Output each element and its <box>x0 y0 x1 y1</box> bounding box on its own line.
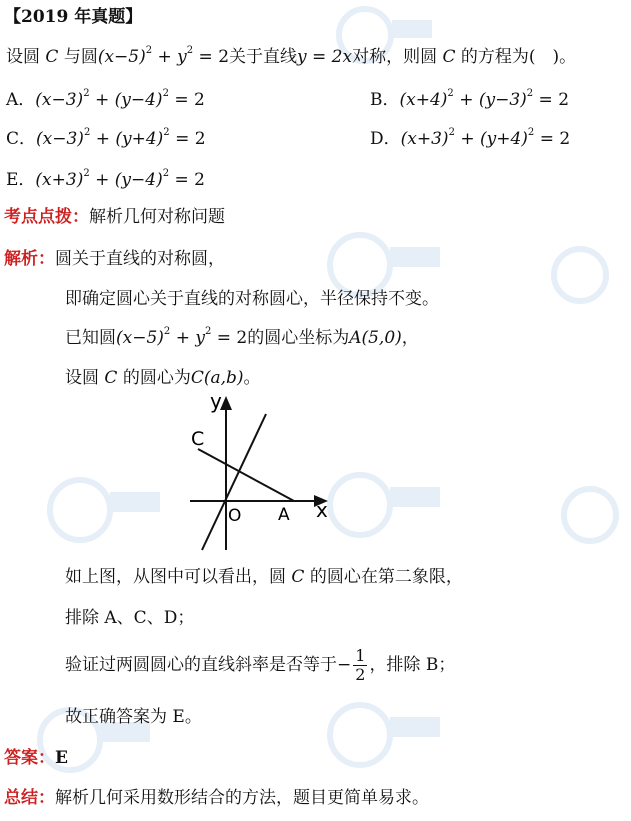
jiexi-line3-c: ， <box>401 328 419 348</box>
after-line2: 排除 A、C、D； <box>65 608 195 628</box>
answer-label: 答案： <box>4 748 55 768</box>
question-mid2: 关于直线 <box>229 47 298 67</box>
jiexi-line4-end: 。 <box>243 368 261 388</box>
option-b <box>370 88 570 110</box>
question-text: 设圆 C 与圆$(x-5)^2 + y^2 = 2$关于直线y = 2x对称，则圆 C 的方程为( )。 <box>6 45 577 67</box>
option-c <box>6 127 206 149</box>
option-a-y: + (y−4) <box>89 90 163 110</box>
question-equation-rhs: = 2 <box>193 47 230 67</box>
question-mid: 与圆 <box>58 47 98 67</box>
option-a <box>6 88 205 110</box>
question-tail: 的方程为( )。 <box>455 47 577 67</box>
watermark-logo <box>320 695 450 780</box>
option-b-label: B． <box>370 90 400 110</box>
fraction-one-half <box>353 647 367 683</box>
exponent: 2 <box>447 88 454 99</box>
option-e-rhs: = 2 <box>169 170 205 190</box>
label-c: C <box>191 428 205 450</box>
after-line1-b: 的圆心在第二象限， <box>304 567 463 587</box>
option-a-x: (x−3) <box>35 90 84 110</box>
exponent: 2 <box>527 127 535 138</box>
circle-c: C <box>45 47 59 67</box>
label-o: O <box>228 506 242 526</box>
option-c-y: + (y+4) <box>90 129 164 149</box>
option-e <box>6 168 205 190</box>
label-x: x <box>316 498 328 522</box>
circle-c: C <box>442 47 456 67</box>
option-e-x: (x+3) <box>35 170 84 190</box>
jiexi-line4 <box>65 370 261 387</box>
exponent: 2 <box>163 127 170 138</box>
jiexi-line3-b: 的圆心坐标为 <box>247 328 350 348</box>
circle-c: C <box>104 368 118 388</box>
option-d-rhs: = 2 <box>534 129 571 149</box>
summary-text: 解析几何采用数形结合的方法，题目更简单易求。 <box>55 788 429 808</box>
coordinate-diagram <box>180 392 340 557</box>
jiexi-line3-rhs: = 2 <box>211 328 248 348</box>
option-b-y: + (y−3) <box>453 90 527 110</box>
answer-value: E <box>55 748 68 768</box>
question-equation: (x−5) <box>97 47 146 67</box>
option-c-label: C． <box>6 129 37 149</box>
label-y: y <box>210 392 222 413</box>
kaodian-row <box>4 209 225 226</box>
after-line1 <box>65 569 463 586</box>
option-d-x: (x+3) <box>400 129 449 149</box>
exponent: 2 <box>162 168 170 179</box>
point-c: C(a,b) <box>190 368 244 388</box>
watermark-logo <box>555 480 625 555</box>
jiexi-line1: 圆关于直线的对称圆， <box>55 249 225 269</box>
option-a-label: A． <box>6 90 36 110</box>
after-line4: 故正确答案为 E。 <box>65 707 202 727</box>
question-mid3: 对称，则圆 <box>352 47 443 67</box>
kaodian-label: 考点点拨： <box>4 207 89 227</box>
option-a-rhs: = 2 <box>168 90 205 110</box>
point-a: A(5,0) <box>349 328 402 348</box>
option-d <box>370 127 571 149</box>
after-line3-a: 验证过两圆圆心的直线斜率是否等于− <box>65 654 352 675</box>
jiexi-label: 解析： <box>4 249 55 269</box>
jiexi-row <box>4 251 225 268</box>
option-b-x: (x+4) <box>399 90 448 110</box>
jiexi-line3: 已知圆$(x-5)^2 + y^2 = 2$的圆心坐标为A(5,0)， <box>65 326 419 348</box>
exponent: 2 <box>448 127 455 138</box>
fraction-numerator: 1 <box>355 646 366 665</box>
section-title: 【2019 年真题】 <box>4 7 143 27</box>
watermark-logo <box>40 470 170 555</box>
after-line3-b: ，排除 B； <box>369 654 456 675</box>
option-e-y: + (y−4) <box>89 170 163 190</box>
exponent: 2 <box>83 168 90 179</box>
line-equation: y = 2x <box>297 47 353 67</box>
answer-row <box>4 750 68 767</box>
jiexi-line3-y: + y <box>170 328 205 348</box>
exponent: 2 <box>83 88 90 99</box>
question-prefix: 设圆 <box>6 47 46 67</box>
summary-label: 总结： <box>4 788 55 808</box>
watermark-logo <box>540 240 620 315</box>
exponent: 2 <box>162 88 169 99</box>
option-c-x: (x−3) <box>36 129 84 149</box>
exponent: 2 <box>83 127 91 138</box>
kaodian-text: 解析几何对称问题 <box>89 207 225 227</box>
circle-c: C <box>291 567 305 587</box>
label-a: A <box>278 505 290 525</box>
option-e-label: E． <box>6 170 36 190</box>
fraction-denominator: 2 <box>355 664 366 684</box>
option-c-rhs: = 2 <box>169 129 206 149</box>
line-y-2x <box>202 414 266 550</box>
after-line3 <box>65 647 455 683</box>
jiexi-line4-a: 设圆 <box>65 368 105 388</box>
jiexi-line4-b: 的圆心为 <box>117 368 191 388</box>
jiexi-line3-a: 已知圆 <box>65 328 116 348</box>
option-d-label: D． <box>370 129 401 149</box>
summary-row <box>4 790 429 807</box>
question-equation-y: + y <box>152 47 187 67</box>
after-line1-a: 如上图，从图中可以看出，圆 <box>65 567 292 587</box>
option-b-rhs: = 2 <box>533 90 570 110</box>
jiexi-line2: 即确定圆心关于直线的对称圆心，半径保持不变。 <box>65 289 439 309</box>
exponent: 2 <box>526 88 534 99</box>
jiexi-line3-eq: (x−5) <box>116 328 164 348</box>
option-d-y: + (y+4) <box>454 129 528 149</box>
